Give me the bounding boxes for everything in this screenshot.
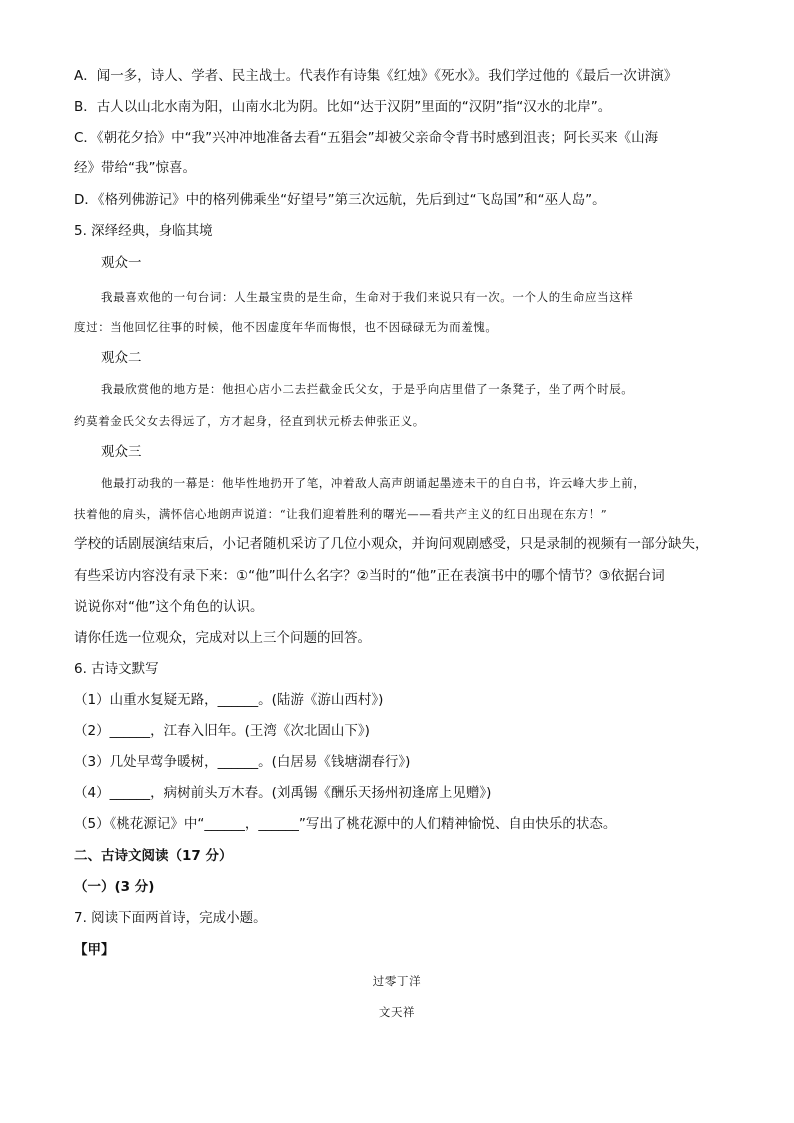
section-2-subheading: （一）(3 分) [74,879,155,895]
question-6-item-2: （2）______，江春入旧年。(王湾《次北固山下》) [74,723,370,739]
poem-jia-label: 【甲】 [74,942,115,958]
question-5-instruction: 请你任选一位观众，完成对以上三个问题的回答。 [74,630,371,646]
question-5-title: 5. 深绎经典，身临其境 [74,223,213,239]
question-6-item-1: （1）山重水复疑无路，______。(陆游《游山西村》) [74,692,384,708]
option-b: B．古人以山北水南为阳，山南水北为阴。比如“达于汉阴”里面的“汉阴”指“汉水的北岸”。 [74,99,612,115]
option-d: D．《格列佛游记》中的格列佛乘坐“好望号”第三次远航，先后到过“飞岛国”和“巫人岛”。 [74,192,606,208]
poem-author: 文天祥 [378,1005,416,1019]
question-7-title: 7. 阅读下面两首诗，完成小题。 [74,910,267,926]
poem-title: 过零丁洋 [372,974,422,988]
option-a: A．闻一多，诗人、学者、民主战士。代表作有诗集《红烛》《死水》。我们学过他的《最后一次讲演》 [74,68,678,84]
option-c-line1: C．《朝花夕拾》中“我”兴冲冲地准备去看“五猖会”却被父亲命令背书时感到沮丧；阿长买来《山海 [74,130,659,146]
question-6-item-4: （4）______，病树前头万木春。(刘禹锡《酬乐天扬州初逢席上见赠》) [74,785,492,801]
question-6-item-5: （5）《桃花源记》中“______，______”写出了桃花源中的人们精神愉悦、自由快乐的状态。 [74,816,617,832]
question-6-title: 6. 古诗文默写 [74,661,159,677]
option-c-line2: 经》带给“我”惊喜。 [74,160,196,176]
viewer-1-line1: 我最喜欢他的一句台词：人生最宝贵的是生命，生命对于我们来说只有一次。一个人的生命应当这样 [101,290,634,304]
viewer-1-line2: 度过：当他回忆往事的时候，他不因虚度年华而悔恨，也不因碌碌无为而羞愧。 [74,320,498,334]
viewer-3-line1: 他最打动我的一幕是：他毕性地扔开了笔，冲着敌人高声朗诵起墨迹未干的自白书，许云峰大步上前， [101,476,646,490]
viewer-3-label: 观众三 [101,444,142,460]
question-6-item-3: （3）几处早莺争暖树，______。(白居易《钱塘湖春行》) [74,754,411,770]
viewer-1-label: 观众一 [101,255,142,271]
question-5-body-line2: 有些采访内容没有录下来：①“他”叫什么名字？②当时的“他”正在表演书中的哪个情节？③依据台词 [74,568,665,584]
viewer-2-line2: 约莫着金氏父女去得远了，方才起身，径直到状元桥去伸张正义。 [74,414,425,428]
viewer-2-line1: 我最欣赏他的地方是：他担心店小二去拦截金氏父女，于是乎向店里借了一条凳子，坐了两个时辰。 [101,382,634,396]
viewer-3-line2: 扶着他的肩头，满怀信心地朗声说道：“让我们迎着胜利的曙光——看共产主义的红日出现在东方！” [74,507,608,521]
viewer-2-label: 观众二 [101,350,142,366]
section-2-heading: 二、古诗文阅读（17 分） [74,848,233,864]
question-5-body-line3: 说说你对“他”这个角色的认识。 [74,599,264,615]
question-5-body-line1: 学校的话剧展演结束后，小记者随机采访了几位小观众，并询问观剧感受，只是录制的视频有一部分缺失， [74,536,709,552]
